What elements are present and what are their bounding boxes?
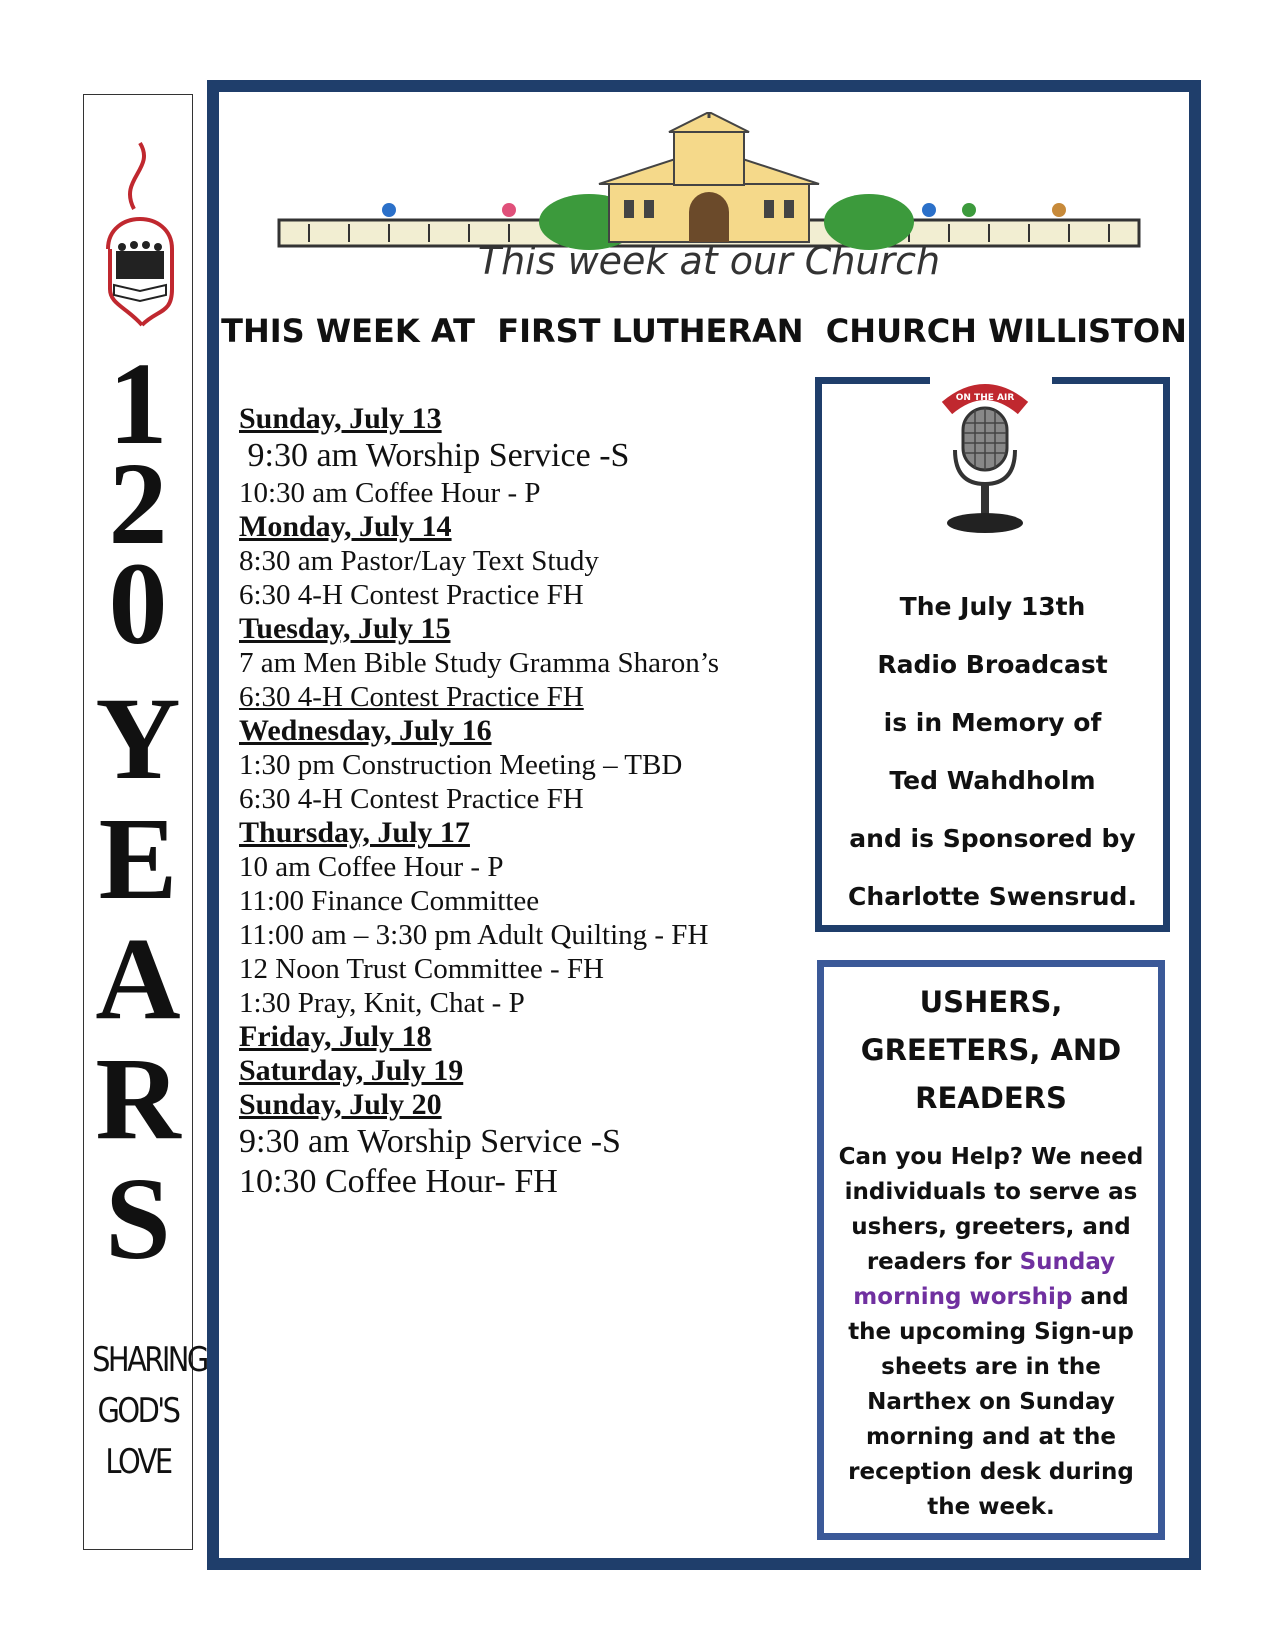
church-banner-icon: [269, 112, 1149, 282]
schedule-event: 9:30 am Worship Service -S: [239, 437, 630, 474]
radio-box-border: [1052, 377, 1170, 384]
years-letter: E: [98, 793, 178, 924]
schedule-event: 10 am Coffee Hour - P: [239, 851, 504, 883]
banner-text: This week at our Church: [477, 239, 941, 282]
ushers-highlight: Sunday morning worship: [853, 1249, 1116, 1310]
schedule-day: Sunday, July 13: [239, 402, 442, 435]
years-digit: 2: [108, 438, 168, 569]
radio-line: The July 13th: [899, 592, 1086, 621]
weekly-schedule: [239, 402, 799, 1202]
ushers-body-text: and the upcoming Sign-up sheets are in the Narthex on Sunday morning and at the reception desk during the week.: [848, 1284, 1134, 1520]
years-letter: Y: [95, 673, 181, 804]
radio-line: Ted Wahdholm: [889, 766, 1096, 795]
ushers-title-line: READERS: [915, 1081, 1067, 1115]
ushers-title-line: USHERS,: [919, 985, 1063, 1019]
radio-line: Radio Broadcast: [877, 650, 1108, 679]
schedule-event: 8:30 am Pastor/Lay Text Study: [239, 545, 599, 577]
years-letter: R: [95, 1033, 181, 1164]
schedule-event: 10:30 am Coffee Hour - P: [239, 477, 541, 509]
schedule-event: 6:30 4-H Contest Practice FH: [239, 681, 584, 713]
tagline-line: LOVE: [105, 1442, 171, 1482]
schedule-event: 1:30 Pray, Knit, Chat - P: [239, 987, 525, 1019]
schedule-event: 7 am Men Bible Study Gramma Sharon’s: [239, 647, 720, 679]
schedule-day: Wednesday, July 16: [239, 714, 492, 747]
tagline: [92, 1335, 207, 1488]
schedule-event: 11:00 am – 3:30 pm Adult Quilting - FH: [239, 919, 709, 951]
church-logo-icon: [98, 139, 182, 329]
ushers-body: [830, 1140, 1152, 1525]
ushers-title-line: GREETERS, AND: [860, 1033, 1122, 1067]
schedule-day: Monday, July 14: [239, 510, 452, 543]
tagline-line: SHARING: [92, 1340, 207, 1380]
schedule-event: 11:00 Finance Committee: [239, 885, 540, 917]
radio-broadcast-text: [815, 578, 1170, 926]
radio-line: Charlotte Swensrud.: [848, 882, 1137, 911]
schedule-day: Tuesday, July 15: [239, 612, 451, 645]
schedule-day: Thursday, July 17: [239, 816, 470, 849]
schedule-event: 10:30 Coffee Hour- FH: [239, 1163, 558, 1200]
schedule-day: Friday, July 18: [239, 1020, 432, 1053]
schedule-day: Saturday, July 19: [239, 1054, 464, 1087]
schedule-event: 6:30 4-H Contest Practice FH: [239, 783, 584, 815]
radio-line: is in Memory of: [883, 708, 1102, 737]
schedule-event: 1:30 pm Construction Meeting – TBD: [239, 749, 683, 781]
ushers-body-text: Can you Help? We need individuals to serve as ushers, greeters, and readers for: [838, 1144, 1144, 1275]
tagline-line: GOD'S: [97, 1391, 179, 1431]
years-digit: 1: [108, 338, 168, 469]
page-title: THIS WEEK AT FIRST LUTHERAN CHURCH WILLISTON: [221, 312, 1187, 350]
radio-box-border: [815, 377, 930, 384]
ushers-title: [817, 978, 1165, 1122]
years-digit: 0: [108, 538, 168, 669]
radio-line: and is Sponsored by: [849, 824, 1136, 853]
years-letter: S: [105, 1153, 171, 1284]
schedule-event: 9:30 am Worship Service -S: [239, 1123, 621, 1160]
schedule-day: Sunday, July 20: [239, 1088, 442, 1121]
schedule-event: 6:30 4-H Contest Practice FH: [239, 579, 584, 611]
microphone-icon: [935, 378, 1035, 538]
anniversary-sidebar: [83, 94, 207, 1550]
on-air-badge: ON THE AIR: [955, 393, 1015, 403]
schedule-event: 12 Noon Trust Committee - FH: [239, 953, 604, 985]
years-letter: A: [95, 913, 181, 1044]
